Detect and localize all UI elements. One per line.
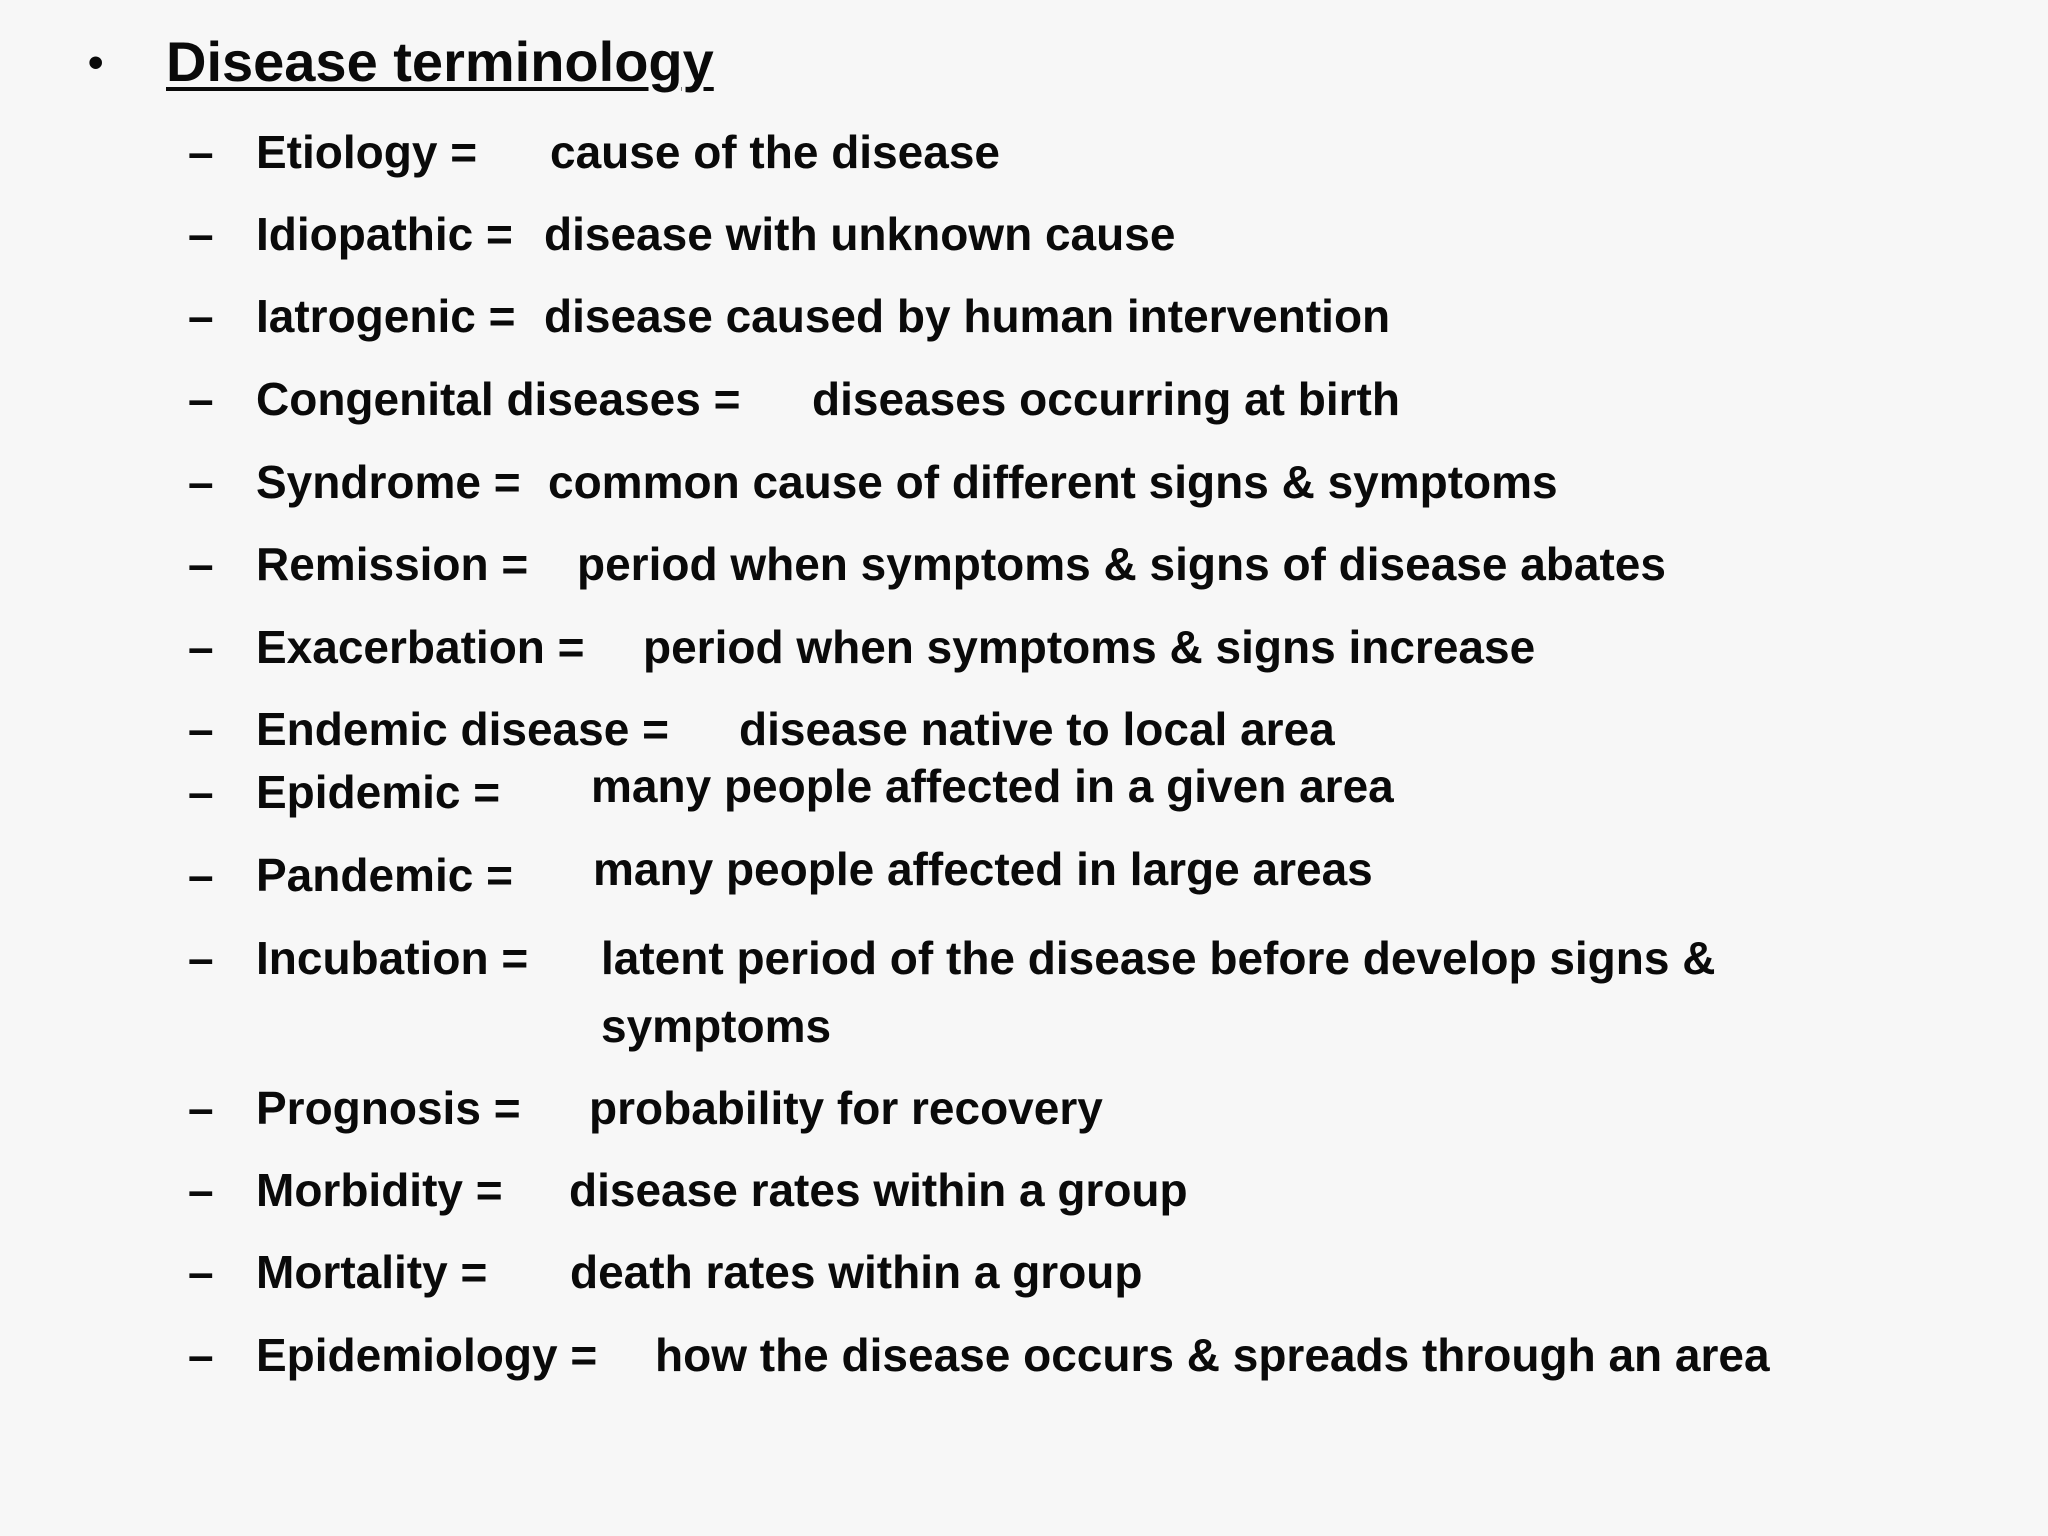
term-definition: death rates within a group [570,1246,1143,1298]
dash-bullet: – [188,849,214,901]
term-definition: disease native to local area [739,703,1335,755]
term-label: Syndrome = [256,456,521,508]
term-label: Incubation = [256,932,529,984]
term-label: Epidemiology = [256,1329,598,1381]
term-definition: probability for recovery [589,1082,1103,1134]
term-definition: period when symptoms & signs increase [643,621,1536,673]
term-row-etiology [0,116,2048,188]
term-definition: diseases occurring at birth [812,373,1400,425]
term-row-morbidity [0,1154,2048,1226]
term-label: Prognosis = [256,1082,521,1134]
dash-bullet: – [188,621,214,673]
term-row-incubation [0,922,2048,1062]
dash-bullet: – [188,373,214,425]
term-row-pandemic [0,839,2048,911]
dash-bullet: – [188,290,214,342]
term-definition: disease rates within a group [569,1164,1188,1216]
term-label: Morbidity = [256,1164,503,1216]
slide-title: Disease terminology [166,30,714,93]
term-label: Iatrogenic = [256,290,516,342]
term-row-remission [0,528,2048,600]
dash-bullet: – [188,1082,214,1134]
term-label: Idiopathic = [256,208,513,260]
term-definition: latent period of the disease before develop signs & [601,932,1716,984]
dash-bullet: – [188,766,214,818]
dash-bullet: – [188,456,214,508]
term-row-exacerbation [0,611,2048,683]
term-row-prognosis [0,1072,2048,1144]
term-row-syndrome [0,446,2048,518]
term-definition-continuation: symptoms [601,1000,832,1052]
term-label: Congenital diseases = [256,373,741,425]
dash-bullet: – [188,538,214,590]
term-definition: common cause of different signs & symptoms [548,456,1558,508]
term-definition: disease with unknown cause [544,208,1176,260]
term-label: Epidemic = [256,766,501,818]
term-label: Endemic disease = [256,703,669,755]
term-definition: how the disease occurs & spreads through an area [655,1329,1770,1381]
term-row-mortality [0,1236,2048,1308]
dash-bullet: – [188,208,214,260]
term-definition: many people affected in a given area [591,760,1394,812]
term-label: Remission = [256,538,529,590]
term-row-epidemic [0,756,2048,828]
dash-bullet: – [188,932,214,984]
title-bullet: • [88,38,104,87]
term-label: Etiology = [256,126,478,178]
term-label: Mortality = [256,1246,488,1298]
term-row-congenital-diseases [0,363,2048,435]
term-row-epidemiology [0,1319,2048,1391]
term-row-iatrogenic [0,280,2048,352]
term-row-idiopathic [0,198,2048,270]
term-definition: disease caused by human intervention [544,290,1391,342]
dash-bullet: – [188,1329,214,1381]
dash-bullet: – [188,1246,214,1298]
dash-bullet: – [188,126,214,178]
term-label: Pandemic = [256,849,513,901]
term-definition: cause of the disease [550,126,1000,178]
term-definition: many people affected in large areas [593,843,1373,895]
dash-bullet: – [188,703,214,755]
term-definition: period when symptoms & signs of disease abates [577,538,1666,590]
dash-bullet: – [188,1164,214,1216]
term-label: Exacerbation = [256,621,585,673]
